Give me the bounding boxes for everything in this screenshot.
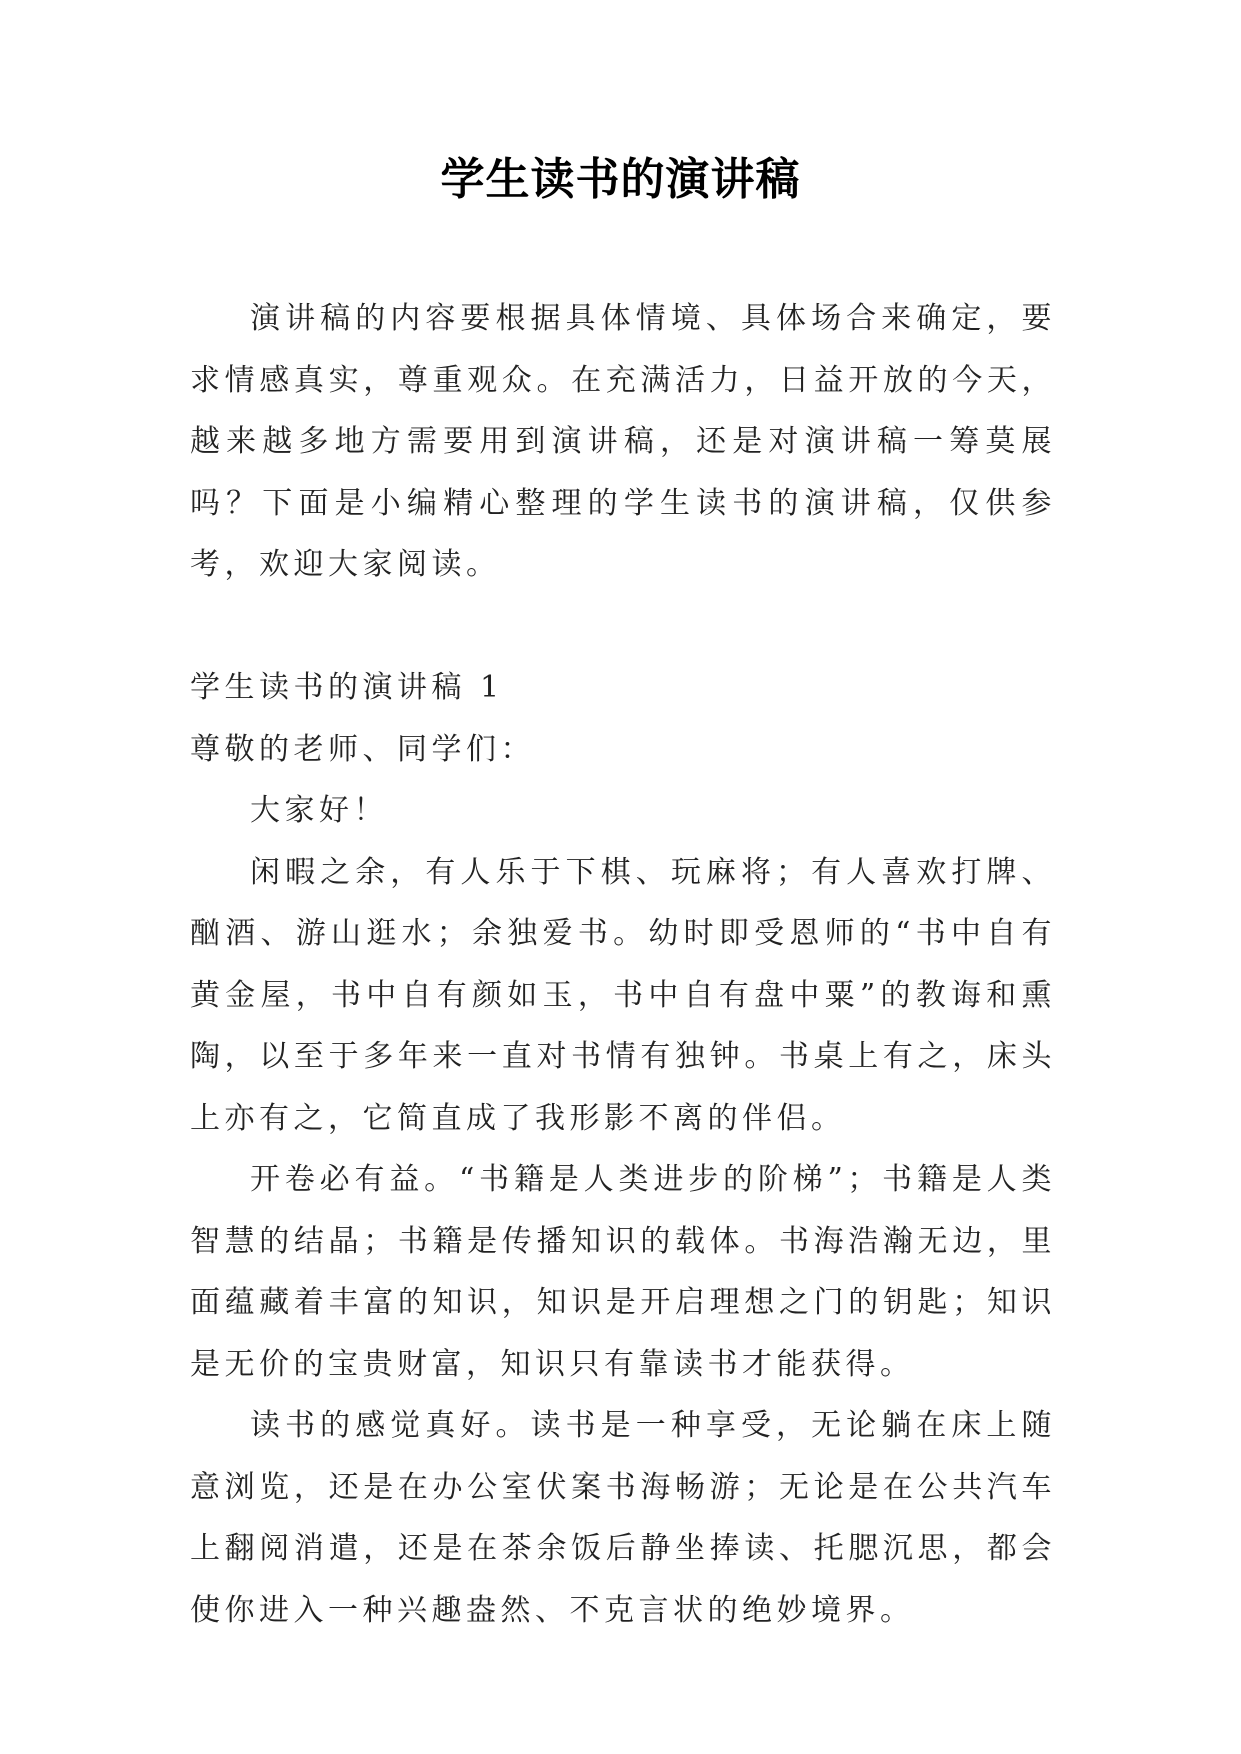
body-paragraph: 读书的感觉真好。读书是一种享受，无论躺在床上随意浏览，还是在办公室伏案书海畅游；无论是在公共汽车上翻阅消遣，还是在茶余饭后静坐捧读、托腮沉思，都会使你进入一种兴趣盎然、不克言状的绝妙境界。 <box>190 1408 1056 1628</box>
salutation: 尊敬的老师、同学们： <box>190 731 535 767</box>
greeting: 大家好！ <box>250 793 388 828</box>
body-paragraph: 闲暇之余，有人乐于下棋、玩麻将；有人喜欢打牌、酗酒、游山逛水；余独爱书。幼时即受恩师的“书中自有黄金屋，书中自有颜如玉，书中自有盘中粟”的教诲和熏陶，以至于多年来一直对书情有独钟。书桌上有之，床头上亦有之，它简直成了我形影不离的伴侣。 <box>190 854 1056 1136</box>
body-paragraph: 开卷必有益。“书籍是人类进步的阶梯”；书籍是人类智慧的结晶；书籍是传播知识的载体。书海浩瀚无边，里面蕴藏着丰富的知识，知识是开启理想之门的钥匙；知识是无价的宝贵财富，知识只有靠读书才能获得。 <box>190 1162 1056 1382</box>
intro-paragraph: 演讲稿的内容要根据具体情境、具体场合来确定，要求情感真实，尊重观众。在充满活力，日益开放的今天，越来越多地方需要用到演讲稿，还是对演讲稿一筹莫展吗？下面是小编精心整理的学生读书的演讲稿，仅供参考，欢迎大家阅读。 <box>190 301 1056 582</box>
paragraph-gap <box>190 596 1056 658</box>
document-title: 学生读书的演讲稿 <box>440 154 801 205</box>
section-heading: 学生读书的演讲稿 1 <box>190 670 504 705</box>
document-body <box>190 288 1056 1641</box>
